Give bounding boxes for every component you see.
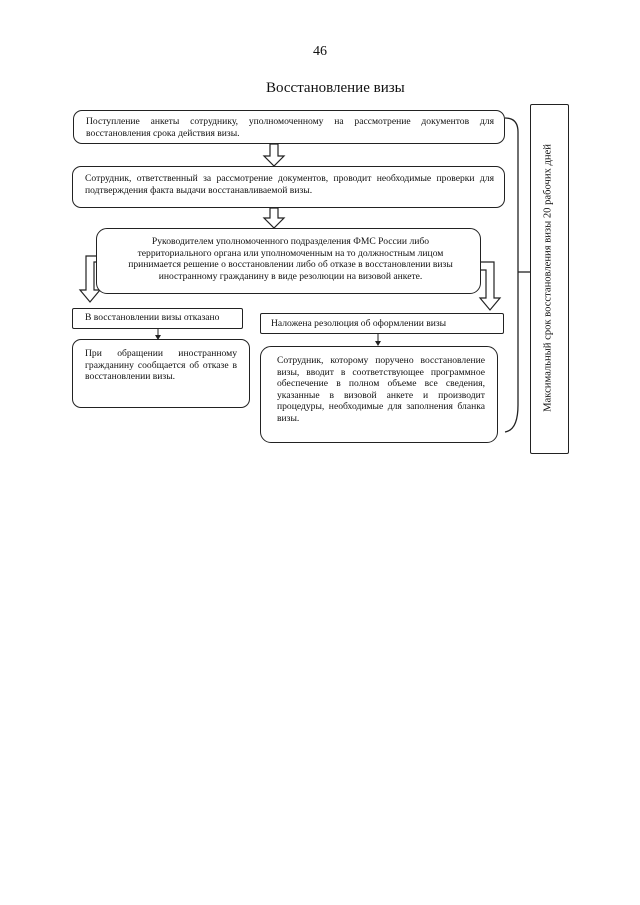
arrow-box3-to-box5 bbox=[480, 262, 500, 310]
side-deadline-label: Максимальный срок восстановления визы 20 рабочих дней bbox=[542, 144, 554, 412]
step-decision: Руководителем уполномоченного подразделения ФМС России либо территориального органа или уполномоченным на то должностным лицом принимается решение о восстановлении либо об отказе в восстановлении визы иностранному гражданину в виде резолюции на визовой анкете. bbox=[96, 228, 481, 294]
diagram-title: Восстановление визы bbox=[266, 80, 405, 96]
arrow-box1-to-box2 bbox=[264, 144, 284, 166]
outcome-refused: В восстановлении визы отказано bbox=[72, 308, 243, 329]
arrow-box2-to-box3 bbox=[264, 208, 284, 228]
bracket bbox=[505, 118, 518, 432]
step-verification: Сотрудник, ответственный за рассмотрение документов, проводит необходимые проверки для подтверждения факта выдачи восстанавливаемой визы. bbox=[72, 166, 505, 208]
step-enter-data: Сотрудник, которому поручено восстановление визы, вводит в соответствующее программное обеспечение в полном объеме все сведения, указанные в визовой анкете и производит процедуры, необходимые для заполнения бланка визы. bbox=[260, 346, 498, 443]
page-number: 46 bbox=[313, 44, 327, 59]
step-application-received: Поступление анкеты сотруднику, уполномоченному на рассмотрение документов для восстановления срока действия визы. bbox=[73, 110, 505, 144]
step-notify-refusal: При обращении иностранному гражданину сообщается об отказе в восстановлении визы. bbox=[72, 339, 250, 408]
outcome-approved: Наложена резолюция об оформлении визы bbox=[260, 313, 504, 334]
